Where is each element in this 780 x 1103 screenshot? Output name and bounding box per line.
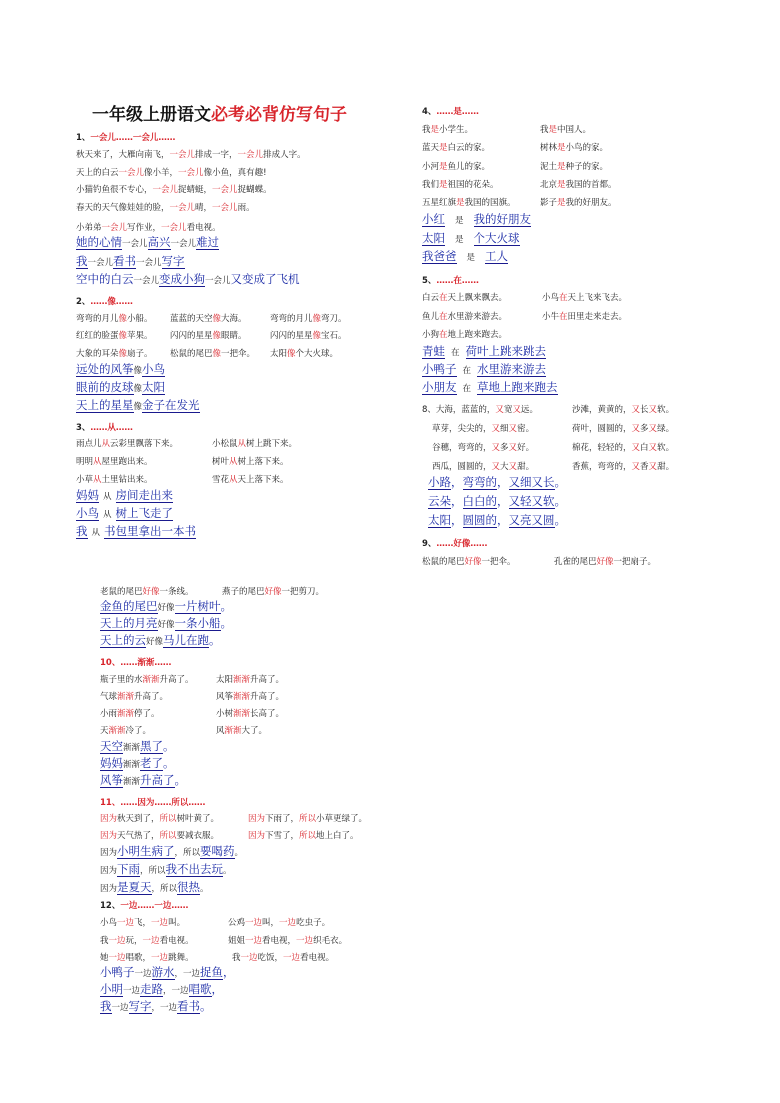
s1-line-3: 小猫钓鱼很不专心，一会儿捉蜻蜓，一会儿捉蝴蝶。 (76, 185, 272, 195)
s4-line-1: 我是小学生。 我是中国人。 (422, 125, 592, 135)
s1-line-5: 小弟弟一会儿写作业，一会儿看电视。 (76, 223, 221, 233)
s1-fill-3: 空中的白云一会儿变成小狗一会儿又变成了飞机 (76, 272, 300, 286)
s4-fill-1: 小红 是 我的好朋友 (422, 212, 532, 226)
s11-line-2: 因为天气热了，所以要减衣服。 因为下雪了，所以地上白了。 (100, 831, 359, 841)
s10-line-2: 气球渐渐升高了。 风筝渐渐升高了。 (100, 692, 285, 702)
s12-fill-3: 我一边写字，一边看书。 (100, 999, 212, 1013)
s3-fill-1: 妈妈 从 房间走出来 (76, 488, 174, 502)
s11-fill-3: 因为是夏天，所以很热。 (100, 880, 209, 894)
s12-fill-1: 小鸭子一边游水，一边捉鱼， (100, 965, 235, 979)
s4-fill-2: 太阳 是 个大火球 (422, 231, 520, 245)
s10-fill-2: 妈妈渐渐老了。 (100, 756, 175, 770)
s5-fill-2: 小鸭子 在 水里游来游去 (422, 362, 547, 376)
s8-fill-3: 太阳，圆圆的，又亮又圆。 (428, 513, 566, 527)
s10-line-1: 瓶子里的水渐渐升高了。 太阳渐渐升高了。 (100, 675, 285, 685)
s3-line-2: 明明从屋里跑出来。 树叶从树上落下来。 (76, 457, 289, 467)
s4-line-3: 小河是鱼儿的家。 泥土是种子的家。 (422, 162, 609, 172)
s11-fill-2: 因为下雨，所以我不出去玩。 (100, 862, 232, 876)
s3-fill-2: 小鸟 从 树上飞走了 (76, 506, 174, 520)
s11-fill-1: 因为小明生病了，所以要喝药。 (100, 844, 244, 858)
s9-line-1: 松鼠的尾巴好像一把伞。 孔雀的尾巴好像一把扇子。 (422, 557, 657, 567)
page-title (92, 100, 347, 125)
title-black: 一年级上册语文 (92, 105, 211, 125)
s1-line-2: 天上的白云一会儿像小羊，一会儿像小鱼，真有趣! (76, 168, 267, 178)
s8-fill-1: 小路，弯弯的，又细又长。 (428, 475, 566, 489)
s5-line-2: 鱼儿在水里游来游去。 小牛在田里走来走去。 (422, 312, 628, 322)
s10-fill-1: 天空渐渐黑了。 (100, 739, 175, 753)
section-2-heading: 2、……像…… (76, 297, 133, 307)
s2-fill-1: 远处的风筝像小鸟 (76, 362, 166, 376)
s10-line-4: 天渐渐冷了。 风渐渐大了。 (100, 726, 268, 736)
s4-fill-3: 我爸爸 是 工人 (422, 249, 509, 263)
section-12-heading: 12、一边……一边…… (100, 901, 189, 911)
s4-line-4: 我们是祖国的花朵。 北京是我国的首都。 (422, 180, 617, 190)
s8-line-1: 8、大海，蓝蓝的，又宽又远。 沙滩，黄黄的，又长又软。 (422, 405, 675, 415)
section-5-heading: 5、……在…… (422, 276, 479, 286)
s1-line-4: 春天的天气像娃娃的脸，一会儿晴，一会儿雨。 (76, 203, 255, 213)
section-3-heading: 3、……从…… (76, 423, 133, 433)
s12-line-3: 她一边唱歌，一边跳舞。 我一边吃饭，一边看电视。 (100, 953, 335, 963)
s5-fill-1: 青蛙 在 荷叶上跳来跳去 (422, 344, 547, 358)
s11-line-1: 因为秋天到了，所以树叶黄了。 因为下雨了，所以小草更绿了。 (100, 814, 368, 824)
s2-line-2: 红红的脸蛋像苹果。 闪闪的星星像眼睛。 闪闪的星星像宝石。 (76, 331, 347, 341)
s8-fill-2: 云朵，白白的，又轻又软。 (428, 494, 566, 508)
s4-line-5: 五星红旗是我国的国旗。 影子是我的好朋友。 (422, 198, 617, 208)
s12-fill-2: 小明一边走路，一边唱歌， (100, 982, 224, 996)
s8-line-4: 西瓜，圆圆的，又大又甜。 香蕉，弯弯的，又香又甜。 (432, 462, 675, 472)
s9-fill-1: 金鱼的尾巴好像一片树叶。 (100, 599, 233, 613)
section-11-heading: 11、……因为……所以…… (100, 798, 206, 808)
s5-line-1: 白云在天上飘来飘去。 小鸟在天上飞来飞去。 (422, 293, 628, 303)
s9-line-2: 老鼠的尾巴好像一条线。 燕子的尾巴好像一把剪刀。 (100, 587, 325, 597)
s4-line-2: 蓝天是白云的家。 树林是小鸟的家。 (422, 143, 609, 153)
section-4-heading: 4、……是…… (422, 107, 479, 117)
s5-fill-3: 小朋友 在 草地上跑来跑去 (422, 380, 558, 394)
s10-line-3: 小雨渐渐停了。 小树渐渐长高了。 (100, 709, 285, 719)
section-10-heading: 10、……渐渐…… (100, 658, 172, 668)
s2-fill-2: 眼前的皮球像太阳 (76, 380, 166, 394)
s2-line-3: 大象的耳朵像扇子。 松鼠的尾巴像一把伞。 太阳像个大火球。 (76, 349, 339, 359)
s12-line-2: 我一边玩，一边看电视。 姐姐一边看电视，一边织毛衣。 (100, 936, 348, 946)
section-9-heading: 9、……好像…… (422, 539, 488, 549)
s2-fill-3: 天上的星星像金子在发光 (76, 398, 200, 412)
s3-line-3: 小草从土里钻出来。 雪花从天上落下来。 (76, 475, 289, 485)
s12-line-1: 小鸟一边飞，一边叫。 公鸡一边叫，一边吃虫子。 (100, 918, 331, 928)
section-1-heading: 1、一会儿……一会儿…… (76, 133, 176, 143)
s9-fill-2: 天上的月亮好像一条小船。 (100, 616, 233, 630)
s2-line-1: 弯弯的月儿像小船。 蓝蓝的天空像大海。 弯弯的月儿像弯刀。 (76, 314, 347, 324)
s5-line-3: 小狗在地上跑来跑去。 (422, 330, 508, 340)
s3-fill-3: 我 从 书包里拿出一本书 (76, 524, 197, 538)
s3-line-1: 雨点儿从云彩里飘落下来。 小松鼠从树上跳下来。 (76, 439, 298, 449)
s9-fill-3: 天上的云好像马儿在跑。 (100, 633, 221, 647)
s1-fill-2: 我一会儿看书一会儿写字 (76, 254, 185, 268)
s1-fill-1: 她的心情一会儿高兴一会儿难过 (76, 235, 220, 249)
s8-line-2: 草芽，尖尖的，又细又密。 荷叶，圆圆的，又多又绿。 (432, 424, 675, 434)
s8-line-3: 谷穗，弯弯的，又多又好。 棉花，轻轻的，又白又软。 (432, 443, 675, 453)
title-red: 必考必背仿写句子 (211, 105, 347, 125)
s1-line-1: 秋天来了，大雁向南飞，一会儿排成一字，一会儿排成人字。 (76, 150, 306, 160)
s10-fill-3: 风筝渐渐升高了。 (100, 773, 187, 787)
